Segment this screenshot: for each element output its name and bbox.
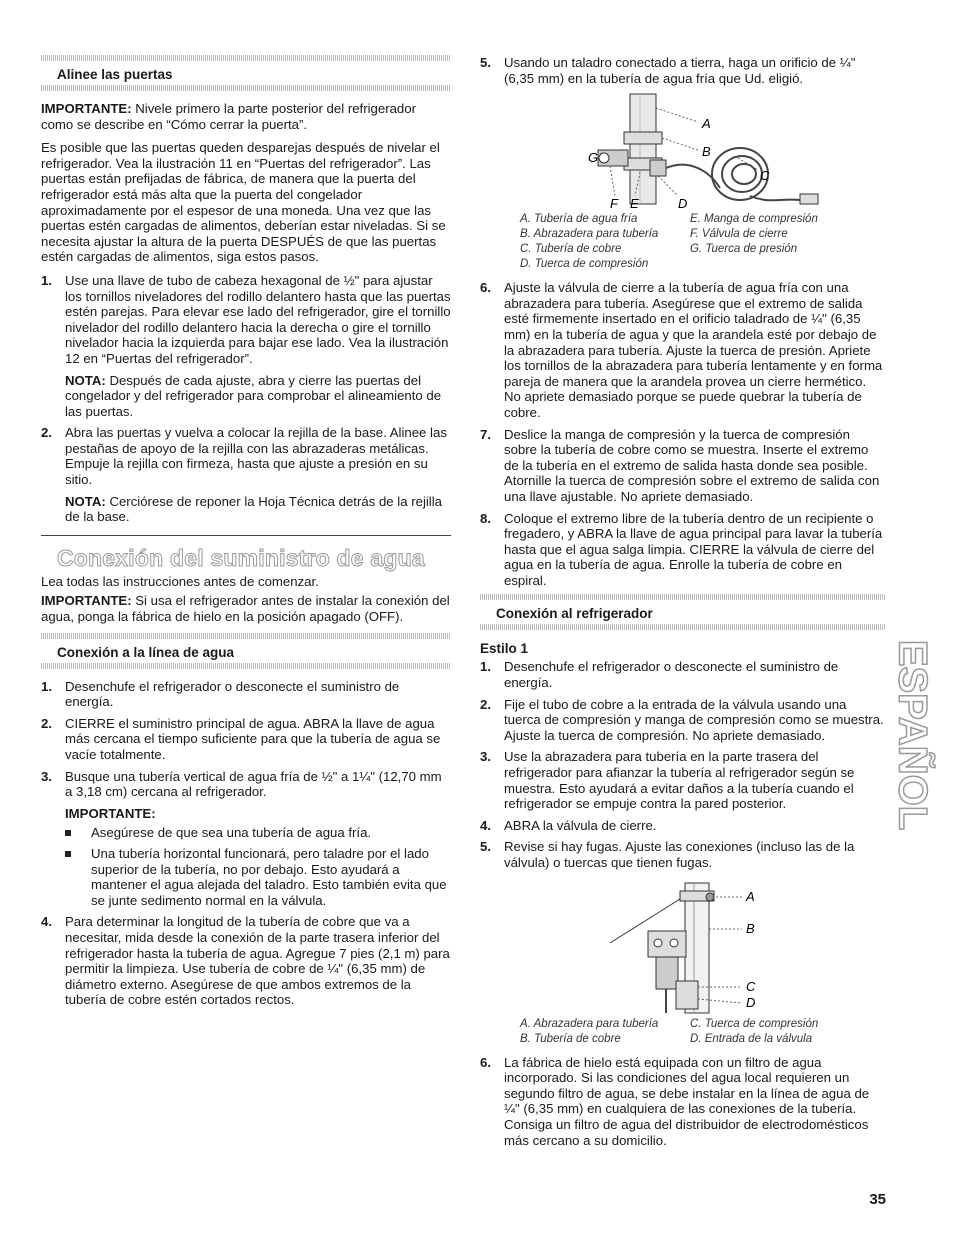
list-item: 2. Fije el tubo de cobre a la entrada de la válvula usando una tuerca de compresión y manga de compresión como se muestra. Ajuste la tuerca de compresión. No apriete demasiado. bbox=[480, 696, 884, 743]
list-item: 8. Coloque el extremo libre de la tubería dentro de un recipiente o fregadero, y ABRA la llave de agua principal para lavar la tubería hasta que el agua salga limpia. CIERRE la válvula de cierre del agua en la tubería de agua. Enrolle la tubería de cobre en espiral. bbox=[480, 510, 883, 588]
list-item: 4. Para determinar la longitud de la tubería de cobre que va a necesitar, mida desde la conexión de la parte trasera inferior del refrigerador hasta la tubería de agua. Agregue 7 pies (2,1 m) para permitir la limpieza. Use tubería de cobre de ¼" (6,35 mm) de diámetro externo. Asegúrese de que ambos extremos de la tubería de cobre estén cortados rectos. bbox=[41, 914, 450, 1008]
list-item: 5. Usando un taladro conectado a tierra, haga un orificio de ¼" (6,35 mm) en la tubería de agua fría que Ud. eligió. bbox=[480, 55, 856, 86]
figure-legend: A. Abrazadera para tubería C. Tuerca de compresión B. Tubería de cobre D. Entrada de la válvula bbox=[520, 1017, 819, 1045]
list-item: 3. Busque una tubería vertical de agua fría de ½" a 1¼" (12,70 mm a 3,18 cm) cercana al refrigerador. IMPORTANTE: Asegúrese de que sea una tubería de agua fría. Una tubería horizontal funcionará, pero taladre por el lado superior de la tubería, no por debajo. Esto ayudará a mantener el agua alejada del taladro. Esto también evita que se junte sedimento normal en la válvula. bbox=[41, 769, 451, 909]
intro-paragraph: Es posible que las puertas queden desparejas después de nivelar el refrigerador. Vea la ilustración 11 en “Puertas del refrigerador”. Las puertas están prefijadas de fábrica, de manera que la puerta del refrigerador está más alta que la puerta del congelador aproximadamente por el espesor de una moneda. Una vez que las puertas estén cargadas de alimentos, deberían estar niveladas. Si se necesita ajustar la altura de la puerta DESPUÉS de que las puertas estén cargadas de alimentos, siga estos pasos. bbox=[41, 140, 446, 265]
left-column bbox=[41, 55, 451, 1014]
section-hatch bbox=[41, 633, 451, 639]
right-column bbox=[480, 55, 885, 1154]
bullet-item: Una tubería horizontal funcionará, pero taladre por el lado superior de la tubería, no por debajo. Esto ayudará a mantener el agua alejada del taladro. Esto también evita que se junte sedimento normal en la válvula. bbox=[65, 846, 451, 908]
important-note: IMPORTANTE: Si usa el refrigerador antes de instalar la conexión del agua, ponga la fábrica de hielo en la posición apagado (OFF). bbox=[41, 593, 450, 625]
figure-legend: A. Tubería de agua fría E. Manga de compresión B. Abrazadera para tubería F. Válvula de cierre C. Tubería de cobre G. Tuerca de presión D. Tuerca de compresión bbox=[520, 213, 818, 271]
section-hatch bbox=[41, 55, 451, 61]
section-title-water-supply: Conexión del suministro de agua bbox=[57, 544, 425, 571]
list-item: 4. ABRA la válvula de cierre. bbox=[480, 817, 657, 833]
language-tab bbox=[884, 640, 936, 830]
section-heading-refrigerator-connection: Conexión al refrigerador bbox=[496, 606, 653, 622]
list-item: 2. Abra las puertas y vuelva a colocar la rejilla de la base. Alinee las pestañas de apoyo de la rejilla con las abrazaderas metálicas. Empuje la rejilla con firmeza, hasta que ajuste a presión en su sitio. NOTA: Cerciórese de reponer la Hoja Técnica detrás de la rejilla de la base. bbox=[41, 425, 447, 525]
list-item: 1. Desenchufe el refrigerador o desconecte el suministro de energía. bbox=[41, 678, 400, 710]
style1-steps bbox=[480, 659, 885, 870]
list-item: 5. Revise si hay fugas. Ajuste las conexiones (incluso las de la válvula) o tuercas que tienen fugas. bbox=[480, 839, 855, 870]
section-heading-water-line: Conexión a la línea de agua bbox=[57, 644, 235, 660]
section-hatch bbox=[41, 663, 451, 669]
label-c: C bbox=[760, 168, 770, 184]
list-item: 2. CIERRE el suministro principal de agua. ABRA la llave de agua más cercana el tiempo suficiente para que la tubería de agua se vacíe totalmente. bbox=[41, 715, 441, 762]
label-b: B bbox=[702, 144, 711, 160]
list-item: 6. Ajuste la válvula de cierre a la tubería de agua fría con una abrazadera para tubería. Asegúrese que el extremo de salida esté firmemente insertado en el orificio taladrado de ¼" (6,35 mm) en la tubería de agua y que la arandela esté por debajo de la abrazadera para tubería. Ajuste la tuerca de presión. Apriete los tornillos de la abrazadera para tubería lentamente y en forma pareja de manera que la arandela provea un cierre hermético. No apriete demasiado porque se puede quebrar la tubería de cobre. bbox=[480, 280, 883, 420]
valve-inlet-figure bbox=[480, 873, 885, 1015]
label-b: B bbox=[746, 920, 755, 936]
section-hatch bbox=[480, 594, 885, 600]
label-e: E bbox=[630, 196, 639, 211]
important-note: IMPORTANTE: Nivele primero la parte posterior del refrigerador como se describe en “Cómo cerrar la puerta”. bbox=[41, 101, 416, 132]
list-item: 7. Deslice la manga de compresión y la tuerca de compresión sobre la tubería de cobre como se muestra. Inserte el extremo de la tubería en el extremo de salida hasta donde sea posible. Atornille la tuerca de compresión sobre el extremo de salida con una llave ajustable. No apriete demasiado. bbox=[480, 426, 880, 504]
bullet-item: Asegúrese de que sea una tubería de agua fría. bbox=[65, 825, 451, 841]
bullet-list bbox=[65, 825, 451, 908]
valve-illustration bbox=[480, 88, 885, 210]
style-label: Estilo 1 bbox=[480, 641, 529, 657]
list-item: 6. La fábrica de hielo está equipada con un filtro de agua incorporado. Si las condiciones del agua local requieren un segundo filtro de agua, se debe instalar en la línea de agua de ¼" (6,35 mm) en cualquiera de las conexiones de la tubería. Consiga un filtro de agua del distribuidor de electrodomésticos más cercano a su domicilio. bbox=[480, 1054, 870, 1148]
section-hatch bbox=[41, 85, 451, 91]
label-d: D bbox=[678, 196, 688, 211]
page-number: 35 bbox=[869, 1191, 886, 1208]
list-item: 1. Use una llave de tubo de cabeza hexagonal de ½" para ajustar los tornillos niveladores del rodillo delantero hasta que las puertas estén parejas. Para elevar ese lado del refrigerador, gire el tornillo nivelador del rodillo delantero hacia la derecha o gire el tornillo nivelador hacia la izquierda para bajar ese lado. Vea la ilustración 12 en “Puertas del refrigerador”. NOTA: Después de cada ajuste, abra y cierre las puertas del congelador y del refrigerador para comprobar el alineamiento de las puertas. bbox=[41, 272, 451, 419]
intro-paragraph: Lea todas las instrucciones antes de comenzar. bbox=[41, 573, 319, 589]
label-d: D bbox=[746, 994, 756, 1010]
label-f: F bbox=[610, 196, 618, 211]
label-c: C bbox=[746, 978, 756, 994]
water-line-steps bbox=[41, 679, 451, 1008]
valve-steps bbox=[480, 280, 885, 588]
align-steps bbox=[41, 273, 451, 525]
list-item: 1. Desenchufe el refrigerador o desconecte el suministro de energía. bbox=[480, 659, 839, 691]
shutoff-valve-figure bbox=[480, 88, 885, 210]
side-tab-label: ESPAÑOL bbox=[890, 640, 935, 830]
section-hatch bbox=[480, 624, 885, 630]
divider bbox=[41, 535, 451, 536]
label-g: G bbox=[588, 150, 599, 166]
section-heading-align-doors: Alinee las puertas bbox=[57, 67, 173, 82]
inlet-illustration bbox=[480, 873, 885, 1015]
label-a: A bbox=[746, 888, 755, 904]
drill-step bbox=[480, 55, 885, 86]
list-item: 3. Use la abrazadera para tubería en la parte trasera del refrigerador para afianzar la tubería al refrigerador según se muestra. Esto ayudará a evitar daños a la tubería cuando el refrigerador se empuje contra la pared posterior. bbox=[480, 749, 855, 812]
filter-step bbox=[480, 1055, 885, 1149]
label-a: A bbox=[702, 116, 711, 132]
important-label: IMPORTANTE: bbox=[65, 805, 156, 821]
